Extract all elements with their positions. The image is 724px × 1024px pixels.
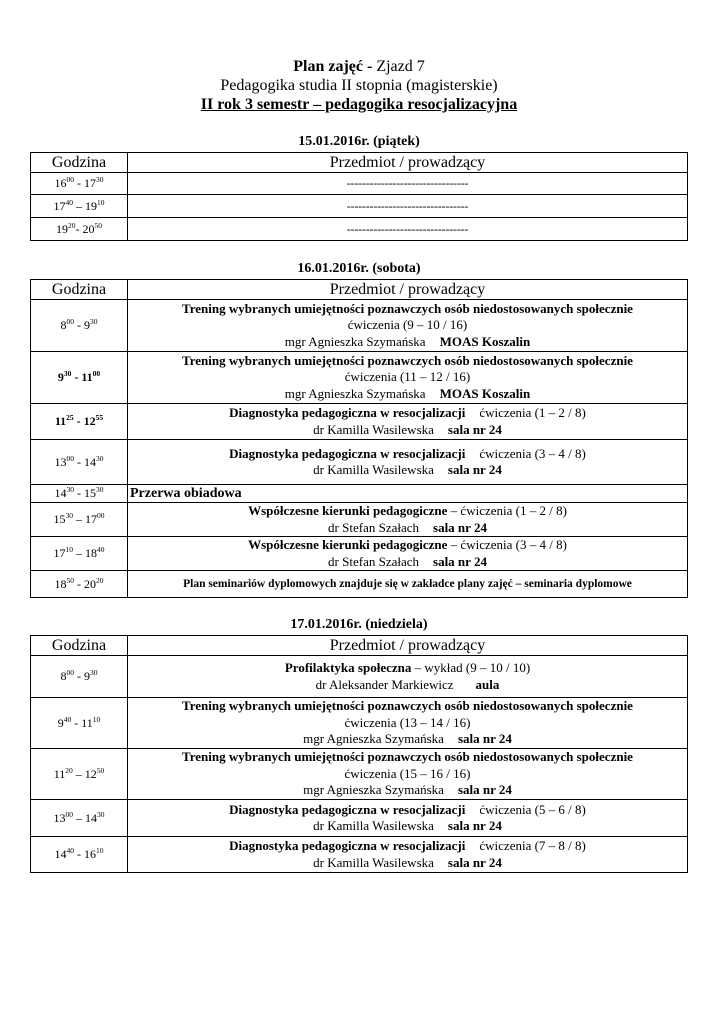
- table-row: [31, 571, 688, 598]
- teacher-line: dr Kamilla Wasilewska sala nr 24: [313, 462, 502, 477]
- header-hour: Godzina: [31, 636, 128, 656]
- time-cell: $8^{00} - 9^{30}$: [31, 300, 128, 352]
- class-cell: [128, 800, 688, 837]
- table-row: [31, 404, 688, 440]
- schedule-table-saturday: [30, 279, 688, 598]
- seminar-info: Plan seminariów dyplomowych znajduje się w zakładce plany zajęć – seminaria dyplomowe: [128, 571, 688, 598]
- class-cell: [128, 503, 688, 537]
- teacher-line: dr Stefan Szałach sala nr 24: [328, 519, 487, 535]
- header-hour: Godzina: [31, 153, 128, 173]
- class-cell: [128, 300, 688, 352]
- class-form: ćwiczenia (9 – 10 / 16): [347, 317, 468, 333]
- empty-slot: --------------------------------: [128, 218, 688, 241]
- table-row: [31, 656, 688, 698]
- table-row: [31, 440, 688, 485]
- time-cell: $11^{25} - 12^{55}$: [31, 404, 128, 440]
- subject-line: Współczesne kierunki pedagogiczne – ćwiczenia (3 – 4 / 8): [248, 537, 567, 552]
- table-header-row: [31, 280, 688, 300]
- teacher-line: mgr Agnieszka Szymańska sala nr 24: [303, 731, 512, 747]
- time-cell: $17^{40} - 19^{10}$: [31, 195, 128, 218]
- time-cell: $9^{30} - 11^{00}$: [31, 352, 128, 404]
- day-title-sunday: 17.01.2016r. (niedziela): [290, 617, 428, 632]
- lunch-break: Przerwa obiadowa: [128, 485, 688, 503]
- header-hour: Godzina: [31, 280, 128, 300]
- table-row: [31, 352, 688, 404]
- class-form: ćwiczenia (13 – 14 / 16): [344, 714, 471, 730]
- class-form: ćwiczenia (15 – 16 / 16): [344, 765, 471, 781]
- schedule-table-sunday: [30, 635, 688, 873]
- class-cell: [128, 440, 688, 485]
- table-row: [31, 698, 688, 749]
- time-cell: $19^{20}-$ $20^{50}$: [31, 218, 128, 241]
- subject-name: Trening wybranych umiejętności poznawczych osób niedostosowanych społecznie: [182, 698, 633, 714]
- day-title-friday: 15.01.2016r. (piątek): [298, 134, 420, 149]
- table-row: [31, 749, 688, 800]
- teacher-line: dr Kamilla Wasilewska sala nr 24: [313, 818, 502, 833]
- subject-line: Współczesne kierunki pedagogiczne – ćwiczenia (1 – 2 / 8): [248, 503, 567, 518]
- teacher-line: mgr Agnieszka Szymańska MOAS Koszalin: [284, 385, 531, 401]
- teacher-line: mgr Agnieszka Szymańska MOAS Koszalin: [284, 333, 531, 349]
- table-row: [31, 800, 688, 837]
- class-cell: [128, 352, 688, 404]
- table-row: [31, 837, 688, 873]
- table-row: [31, 503, 688, 537]
- header-subject: Przedmiot / prowadzący: [128, 636, 688, 656]
- subject-line: Diagnostyka pedagogiczna w resocjalizacji ćwiczenia (3 – 4 / 8): [229, 445, 586, 461]
- subject-line: Diagnostyka pedagogiczna w resocjalizacji ćwiczenia (7 – 8 / 8): [229, 838, 586, 853]
- table-row: [31, 218, 688, 241]
- day-title-saturday: 16.01.2016r. (sobota): [297, 261, 421, 276]
- subject-name: Trening wybranych umiejętności poznawczych osób niedostosowanych społecznie: [182, 749, 633, 765]
- table-row: [31, 485, 688, 503]
- teacher-line: dr Aleksander Markiewicz aula: [315, 676, 500, 692]
- time-cell: $14^{40} - 16^{10}$: [31, 837, 128, 873]
- table-row: [31, 537, 688, 571]
- time-cell: $18^{50} - 20^{20}$: [31, 571, 128, 598]
- time-cell: $11^{20} - 12^{50}$: [31, 749, 128, 800]
- subject-line: Diagnostyka pedagogiczna w resocjalizacji ćwiczenia (5 – 6 / 8): [229, 801, 586, 817]
- class-form: ćwiczenia (11 – 12 / 16): [344, 369, 471, 385]
- teacher-line: mgr Agnieszka Szymańska sala nr 24: [303, 782, 512, 798]
- empty-slot: --------------------------------: [128, 173, 688, 195]
- table-row: [31, 173, 688, 195]
- header-title: Plan zajęć - Zjazd 7: [293, 58, 425, 75]
- class-cell: [128, 698, 688, 749]
- time-cell: $13^{00} - 14^{30}$: [31, 800, 128, 837]
- time-cell: $15^{30} - 17^{00}$: [31, 503, 128, 537]
- time-cell: $14^{30} - 15^{30}$: [31, 485, 128, 503]
- class-cell: [128, 537, 688, 571]
- table-header-row: [31, 636, 688, 656]
- empty-slot: --------------------------------: [128, 195, 688, 218]
- time-cell: $8^{00} - 9^{30}$: [31, 656, 128, 698]
- class-cell: [128, 837, 688, 873]
- teacher-line: dr Kamilla Wasilewska sala nr 24: [313, 854, 502, 870]
- schedule-table-friday: [30, 152, 688, 241]
- header-subject: Przedmiot / prowadzący: [128, 280, 688, 300]
- document-header: [30, 57, 688, 114]
- time-cell: $13^{00} - 14^{30}$: [31, 440, 128, 485]
- subject-name: Trening wybranych umiejętności poznawczych osób niedostosowanych społecznie: [182, 352, 633, 368]
- table-row: [31, 195, 688, 218]
- class-cell: [128, 749, 688, 800]
- header-program: Pedagogika studia II stopnia (magisterskie): [220, 77, 498, 94]
- teacher-line: dr Stefan Szałach sala nr 24: [328, 553, 487, 569]
- class-cell: [128, 404, 688, 440]
- time-cell: $16^{00} - 17^{30}$: [31, 173, 128, 195]
- time-cell: $9^{40} - 11^{10}$: [31, 698, 128, 749]
- header-semester: II rok 3 semestr – pedagogika resocjalizacyjna: [200, 96, 518, 113]
- table-row: [31, 300, 688, 352]
- header-subject: Przedmiot / prowadzący: [128, 153, 688, 173]
- table-header-row: [31, 153, 688, 173]
- class-cell: [128, 656, 688, 698]
- subject-name: Trening wybranych umiejętności poznawczych osób niedostosowanych społecznie: [182, 300, 633, 316]
- time-cell: $17^{10} - 18^{40}$: [31, 537, 128, 571]
- subject-line: Diagnostyka pedagogiczna w resocjalizacji ćwiczenia (1 – 2 / 8): [229, 405, 586, 420]
- subject-line: Profilaktyka społeczna – wykład (9 – 10 / 10): [284, 660, 531, 675]
- teacher-line: dr Kamilla Wasilewska sala nr 24: [313, 421, 502, 437]
